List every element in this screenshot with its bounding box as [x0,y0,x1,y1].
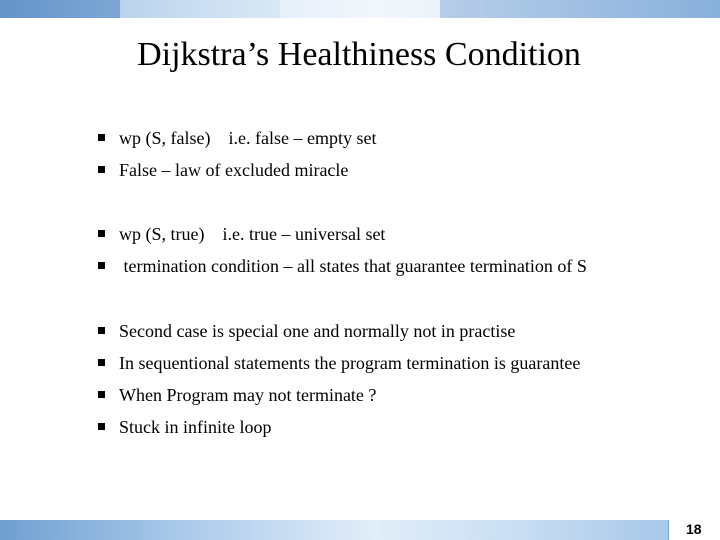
square-bullet-icon [98,262,105,269]
bullet-text: wp (S, false) [119,128,211,148]
page-number: 18 [686,521,702,537]
slide-title: Dijkstra’s Healthiness Condition [137,36,581,73]
bullet-text: wp (S, true) [119,224,205,244]
bullet-item [98,224,385,245]
bullet-item [98,353,580,374]
bullet-item [98,256,587,277]
header-band-segment [280,0,440,18]
header-band-segment [120,0,280,18]
bullet-detail: i.e. true – universal set [222,224,386,244]
bullet-text: Stuck in infinite loop [119,417,272,437]
square-bullet-icon [98,391,105,398]
bullet-item [98,128,376,149]
square-bullet-icon [98,166,105,173]
header-band-segment [440,0,720,18]
bullet-text: False – law of excluded miracle [119,160,349,180]
bullet-text: Second case is special one and normally not in practise [119,321,516,341]
bullet-text: In sequentional statements the program termination is guarantee [119,353,581,373]
bullet-item [98,385,376,406]
bullet-item [98,321,515,342]
bullet-text: termination condition – all states that guarantee termination of S [119,256,587,276]
bullet-detail: i.e. false – empty set [228,128,377,148]
bullet-item [98,160,348,181]
header-decorative-band [0,0,720,18]
footer-decorative-band [0,520,720,540]
header-band-segment [0,0,120,18]
square-bullet-icon [98,134,105,141]
bullet-text: When Program may not terminate ? [119,385,377,405]
square-bullet-icon [98,230,105,237]
square-bullet-icon [98,327,105,334]
square-bullet-icon [98,359,105,366]
bullet-item [98,417,272,438]
square-bullet-icon [98,423,105,430]
